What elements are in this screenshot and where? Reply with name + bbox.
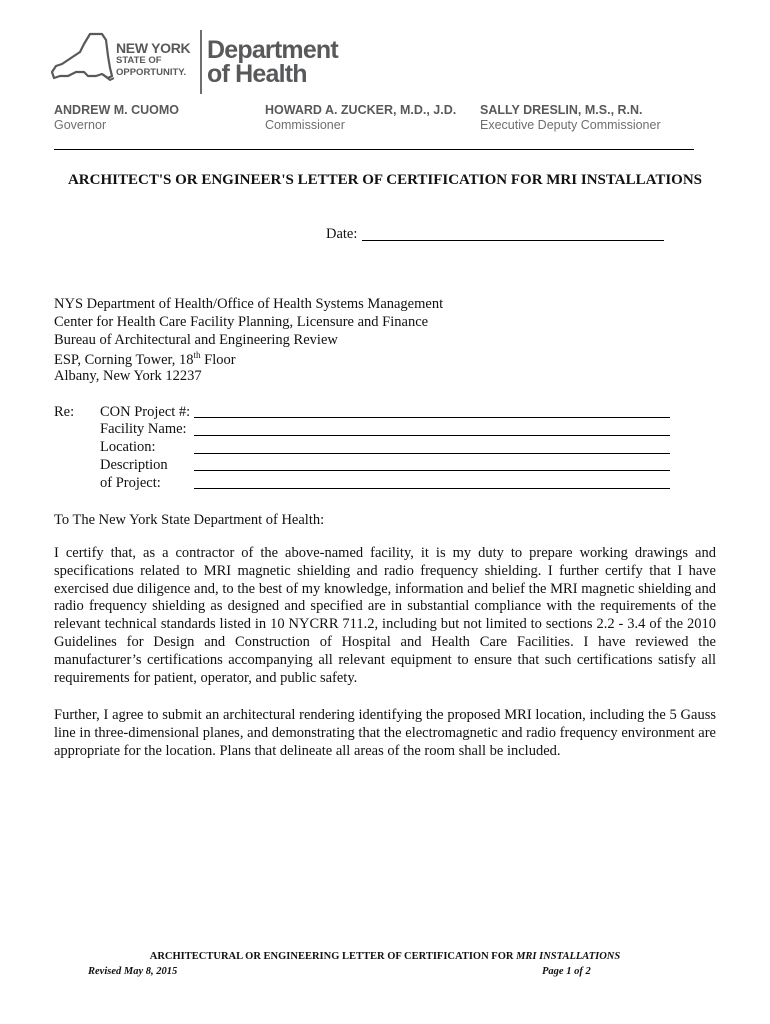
description-field-2[interactable] <box>194 488 670 489</box>
new-york-state-map-icon <box>50 32 114 90</box>
address-line-1: NYS Department of Health/Office of Health Systems Management <box>54 296 444 312</box>
official-title-governor: Governor <box>54 118 107 132</box>
date-label: Date: <box>326 226 358 242</box>
address-line-3: Bureau of Architectural and Engineering Review <box>54 332 338 348</box>
description-label: Description <box>100 457 168 473</box>
footer-title-main: ARCHITECTURAL OR ENGINEERING LETTER OF CERTIFICATION FOR <box>149 951 517 962</box>
certification-paragraph: I certify that, as a contractor of the above-named facility, it is my duty to prepare working drawings and specifications related to MRI magnetic shielding and radio frequency shielding. I further certify that I have exercised due diligence and, to the best of my knowledge, information and belief the MRI magnetic shielding and radio frequency shielding as designed and specified are in substantial compliance with the requirements of the relevant technical standards listed in 10 NYCRR 711.2, including but not limited to sections 2.2 - 3.4 of the 2010 Guidelines for Design and Construction of Hospital and Health Care Facilities. I have reviewed the manufacturer’s certifications accompanying all relevant equipment to ensure that such certifications satisfy all requirements for patient, operator, and public safety. <box>54 545 716 686</box>
official-name-deputy: SALLY DRESLIN, M.S., R.N. <box>480 103 643 117</box>
date-field[interactable] <box>362 240 664 241</box>
logo-opportunity: OPPORTUNITY. <box>116 67 187 78</box>
location-label: Location: <box>100 439 156 455</box>
of-project-label: of Project: <box>100 475 161 491</box>
location-field[interactable] <box>194 453 670 454</box>
official-name-commissioner: HOWARD A. ZUCKER, M.D., J.D. <box>265 103 457 117</box>
re-label: Re: <box>54 404 75 420</box>
address-line-2: Center for Health Care Facility Planning, Licensure and Finance <box>54 314 429 330</box>
logo-new-york: NEW YORK <box>116 40 191 56</box>
header-divider <box>54 149 694 150</box>
facility-name-label: Facility Name: <box>100 421 187 437</box>
address-line-4 <box>54 350 236 369</box>
logo-department: Department <box>207 36 338 64</box>
official-title-deputy: Executive Deputy Commissioner <box>480 118 661 132</box>
con-project-field[interactable] <box>194 417 670 418</box>
footer-page-number: Page 1 of 2 <box>542 966 591 977</box>
address-line-5: Albany, New York 12237 <box>54 368 202 384</box>
facility-name-field[interactable] <box>194 435 670 436</box>
description-field-1[interactable] <box>194 470 670 471</box>
document-title: ARCHITECT'S OR ENGINEER'S LETTER OF CERTIFICATION FOR MRI INSTALLATIONS <box>67 172 703 188</box>
address-line-4-main: ESP, Corning Tower, 18 <box>54 351 194 368</box>
address-line-4-end: Floor <box>200 351 236 368</box>
logo-divider <box>200 30 202 94</box>
address-line-4-sup: th <box>193 350 201 360</box>
logo-of-health: of Health <box>207 60 307 88</box>
salutation: To The New York State Department of Health: <box>54 512 325 528</box>
agreement-paragraph: Further, I agree to submit an architectural rendering identifying the proposed MRI location, including the 5 Gauss line in three-dimensional planes, and demonstrating that the electromagnetic and radio frequency environment are appropriate for the location. Plans that delineate all areas of the room shall be included. <box>54 707 716 759</box>
official-title-commissioner: Commissioner <box>265 118 345 132</box>
footer-revised: Revised May 8, 2015 <box>88 966 178 977</box>
footer-title <box>0 951 770 962</box>
official-name-governor: ANDREW M. CUOMO <box>54 103 179 117</box>
footer-title-italic: MRI INSTALLATIONS <box>516 951 621 962</box>
logo-state-of: STATE OF <box>116 55 162 66</box>
con-project-label: CON Project #: <box>100 404 191 420</box>
